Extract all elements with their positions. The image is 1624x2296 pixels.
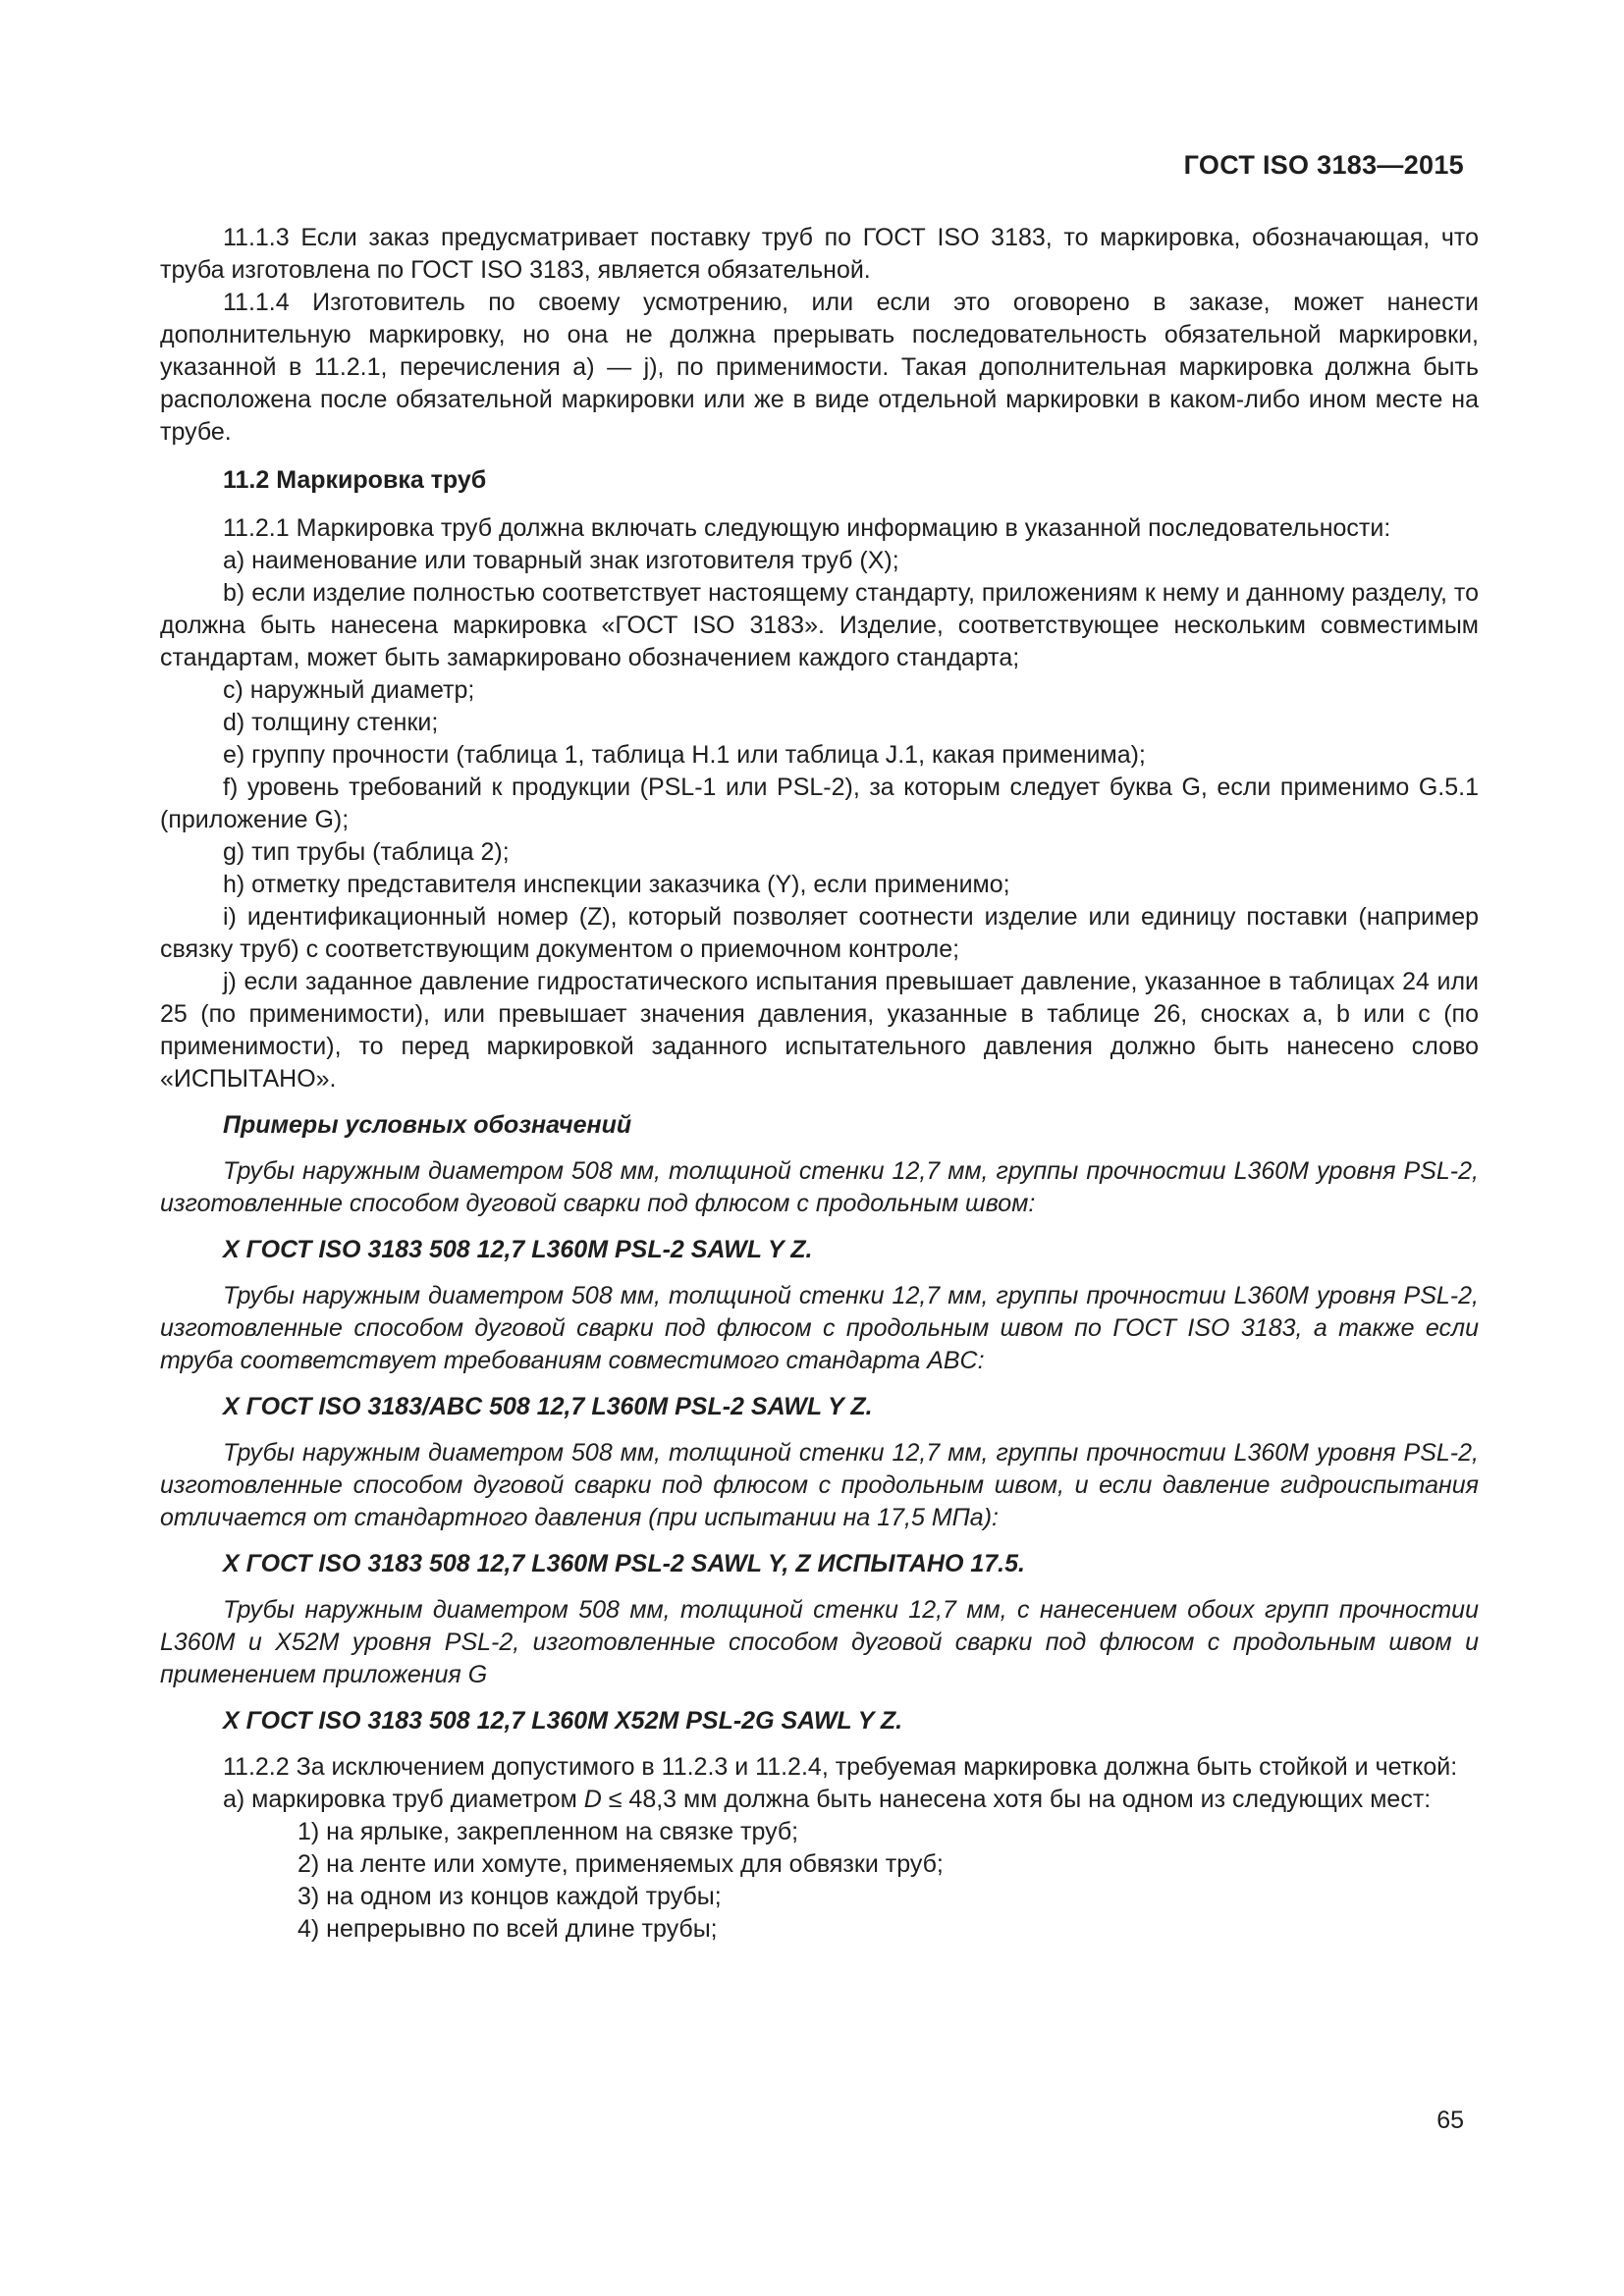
- list-item-h: h) отметку представителя инспекции заказчика (Y), если применимо;: [223, 871, 1010, 898]
- example-3-designation: X ГОСТ ISO 3183 508 12,7 L360M PSL-2 SAWL Y, Z ИСПЫТАНО 17.5.: [223, 1550, 1025, 1577]
- example-1-description: Трубы наружным диаметром 508 мм, толщиной стенки 12,7 мм, группы прочностии L360M уровня PSL-2, изготовленные способом дуговой сварки под флюсом с продольным швом:: [160, 1157, 1479, 1217]
- list-item-i: i) идентификационный номер (Z), который позволяет соотнести изделие или единицу поставки (например связку труб) с соответствующим документом о приемочном контроле;: [160, 903, 1479, 963]
- list-item-g: g) тип трубы (таблица 2);: [223, 838, 510, 866]
- sub-item-3: 3) на одном из концов каждой трубы;: [298, 1883, 722, 1910]
- page-number: 65: [1436, 2107, 1464, 2134]
- list-item-2a-text-before: a) маркировка труб диаметром: [223, 1786, 584, 1813]
- sub-item-1: 1) на ярлыке, закрепленном на связке труб;: [298, 1818, 799, 1845]
- section-heading-11-2: 11.2 Маркировка труб: [223, 466, 487, 494]
- list-item-f: f) уровень требований к продукции (PSL-1 или PSL-2), за которым следует буква G, если применимо G.5.1 (приложение G);: [160, 774, 1479, 833]
- example-4-designation: X ГОСТ ISO 3183 508 12,7 L360M X52M PSL-2G SAWL Y Z.: [223, 1707, 903, 1735]
- list-item-2a: [160, 1784, 1479, 1816]
- example-3-description: Трубы наружным диаметром 508 мм, толщиной стенки 12,7 мм, группы прочностии L360M уровня PSL-2, изготовленные способом дуговой сварки под флюсом с продольным швом, и если давление гидроиспытания отличается от стандартного давления (при испытании на 17,5 МПа):: [160, 1439, 1479, 1531]
- list-item-a: a) наименование или товарный знак изготовителя труб (X);: [223, 547, 899, 574]
- example-4-description: Трубы наружным диаметром 508 мм, толщиной стенки 12,7 мм, с нанесением обоих групп прочностии L360M и X52M уровня PSL-2, изготовленные способом дуговой сварки под флюсом с продольным швом и применением приложения G: [160, 1596, 1479, 1688]
- list-item-d: d) толщину стенки;: [223, 709, 439, 736]
- sub-item-4: 4) непрерывно по всей длине трубы;: [298, 1915, 718, 1943]
- list-item-c: c) наружный диаметр;: [223, 676, 475, 704]
- list-item-e: e) группу прочности (таблица 1, таблица H.1 или таблица J.1, какая применима);: [223, 741, 1146, 769]
- list-item-2a-text-after: ≤ 48,3 мм должна быть нанесена хотя бы на одном из следующих мест:: [601, 1786, 1432, 1813]
- paragraph-11-2-1: 11.2.1 Маркировка труб должна включать следующую информацию в указанной последовательности:: [223, 514, 1391, 542]
- list-item-j: j) если заданное давление гидростатического испытания превышает давление, указанное в таблицах 24 или 25 (по применимости), или превышает значения давления, указанные в таблице 26, сносках a, b или c (по применимости), то перед маркировкой заданного испытательного давления должно быть нанесено слово «ИСПЫТАНО».: [160, 968, 1479, 1093]
- examples-title: Примеры условных обозначений: [223, 1111, 632, 1139]
- page-content: [160, 222, 1479, 1946]
- diameter-symbol: D: [583, 1786, 602, 1813]
- example-2-description: Трубы наружным диаметром 508 мм, толщиной стенки 12,7 мм, группы прочностии L360M уровня PSL-2, изготовленные способом дуговой сварки под флюсом с продольным швом по ГОСТ ISO 3183, а также если труба соответствует требованиям совместимого стандарта ABC:: [160, 1282, 1479, 1374]
- example-1-designation: X ГОСТ ISO 3183 508 12,7 L360M PSL-2 SAWL Y Z.: [223, 1236, 813, 1263]
- sub-item-2: 2) на ленте или хомуте, применяемых для обвязки труб;: [298, 1850, 944, 1878]
- paragraph-11-1-3: 11.1.3 Если заказ предусматривает поставку труб по ГОСТ ISO 3183, то маркировка, обозначающая, что труба изготовлена по ГОСТ ISO 3183, является обязательной.: [160, 224, 1479, 284]
- paragraph-11-2-2: 11.2.2 За исключением допустимого в 11.2.3 и 11.2.4, требуемая маркировка должна быть стойкой и четкой:: [223, 1753, 1458, 1781]
- document-header: ГОСТ ISO 3183—2015: [1183, 150, 1464, 180]
- example-2-designation: X ГОСТ ISO 3183/ABC 508 12,7 L360M PSL-2 SAWL Y Z.: [223, 1393, 873, 1420]
- paragraph-11-1-4: 11.1.4 Изготовитель по своему усмотрению, или если это оговорено в заказе, может нанести дополнительную маркировку, но она не должна прерывать последовательность обязательной маркировки, указанной в 11.2.1, перечисления a) — j), по применимости. Такая дополнительная маркировка должна быть расположена после обязательной маркировки или же в виде отдельной маркировки в каком-либо ином месте на трубе.: [160, 289, 1479, 446]
- list-item-b: b) если изделие полностью соответствует настоящему стандарту, приложениям к нему и данному разделу, то должна быть нанесена маркировка «ГОСТ ISO 3183». Изделие, соответствующее нескольким совместимым стандартам, может быть замаркировано обозначением каждого стандарта;: [160, 579, 1479, 671]
